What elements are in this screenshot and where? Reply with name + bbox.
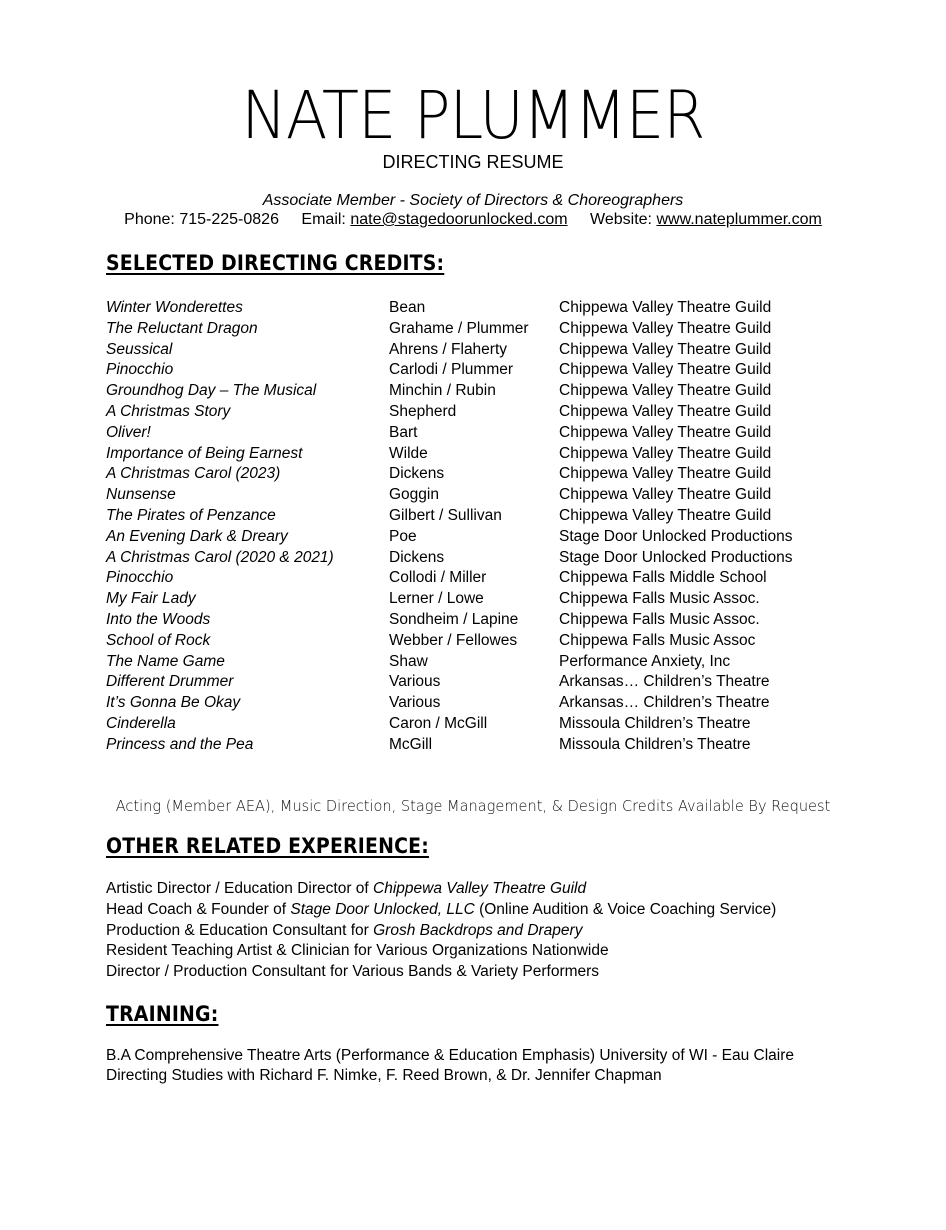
credit-row xyxy=(106,735,826,756)
credit-row xyxy=(106,548,826,569)
credit-company: Arkansas… Children’s Theatre xyxy=(559,694,770,712)
experience-detail: (Online Audition & Voice Coaching Service) xyxy=(474,900,777,918)
credit-author: Minchin / Rubin xyxy=(389,382,496,400)
credit-title: Nunsense xyxy=(106,486,176,504)
credit-title: Princess and the Pea xyxy=(106,735,254,753)
training-list xyxy=(106,1046,866,1085)
credit-row xyxy=(106,693,826,714)
credit-author: Dickens xyxy=(389,548,445,566)
credit-company: Chippewa Valley Theatre Guild xyxy=(559,319,772,337)
credit-company: Stage Door Unlocked Productions xyxy=(559,527,793,545)
credit-author: Shepherd xyxy=(389,402,457,420)
experience-organization: Stage Door Unlocked, LLC xyxy=(290,900,475,918)
contact-line xyxy=(0,210,946,230)
experience-text: Head Coach & Founder of xyxy=(106,900,291,918)
credit-title: Into the Woods xyxy=(106,610,211,628)
credit-row xyxy=(106,589,826,610)
credit-row xyxy=(106,319,826,340)
credit-author: Goggin xyxy=(389,486,439,504)
experience-heading: OTHER RELATED EXPERIENCE: xyxy=(106,834,429,858)
credit-row xyxy=(106,527,826,548)
credit-row xyxy=(106,652,826,673)
experience-organization: Chippewa Valley Theatre Guild xyxy=(373,880,587,897)
experience-item xyxy=(106,921,866,942)
credit-company: Chippewa Valley Theatre Guild xyxy=(559,299,772,316)
credits-table xyxy=(106,298,826,756)
website-label: Website: xyxy=(590,211,652,228)
experience-item xyxy=(106,962,866,983)
email-label: Email: xyxy=(301,211,346,228)
credit-author: Collodi / Miller xyxy=(389,569,487,587)
credit-title: A Christmas Story xyxy=(106,402,231,420)
credit-company: Performance Anxiety, Inc xyxy=(559,652,731,670)
credit-author: Poe xyxy=(389,527,417,545)
credit-company: Stage Door Unlocked Productions xyxy=(559,548,793,566)
association-line: Associate Member - Society of Directors & Choreographers xyxy=(262,192,684,209)
credit-row xyxy=(106,298,826,319)
experience-text: Resident Teaching Artist & Clinician for Various Organizations Nationwide xyxy=(106,942,609,960)
credit-title: Winter Wonderettes xyxy=(106,299,243,316)
credit-title: Seussical xyxy=(106,340,173,358)
credit-author: Various xyxy=(389,673,441,691)
credit-author: McGill xyxy=(389,735,433,753)
credit-row xyxy=(106,360,826,381)
credit-row xyxy=(106,464,826,485)
credit-author: Dickens xyxy=(389,465,445,483)
credit-title: Groundhog Day – The Musical xyxy=(106,382,317,400)
credit-title: A Christmas Carol (2023) xyxy=(106,465,281,483)
credit-row xyxy=(106,485,826,506)
resume-subtitle: DIRECTING RESUME xyxy=(382,152,564,172)
credit-author: Carlodi / Plummer xyxy=(389,361,514,379)
credit-row xyxy=(106,381,826,402)
credit-title: The Pirates of Penzance xyxy=(106,506,276,524)
credit-author: Bean xyxy=(389,299,426,316)
credit-row xyxy=(106,568,826,589)
credit-title: Cinderella xyxy=(106,714,176,732)
credit-row xyxy=(106,610,826,631)
experience-item xyxy=(106,941,866,962)
credit-company: Chippewa Valley Theatre Guild xyxy=(559,382,772,400)
email-link[interactable]: nate@stagedoorunlocked.com xyxy=(350,211,568,228)
experience-list xyxy=(106,879,866,983)
credit-title: The Name Game xyxy=(106,652,225,670)
credit-author: Sondheim / Lapine xyxy=(389,610,519,628)
credit-company: Chippewa Falls Middle School xyxy=(559,569,767,587)
credit-company: Chippewa Falls Music Assoc. xyxy=(559,590,760,608)
credit-row xyxy=(106,340,826,361)
credit-company: Chippewa Valley Theatre Guild xyxy=(559,402,772,420)
credit-row xyxy=(106,714,826,735)
training-item: B.A Comprehensive Theatre Arts (Performance & Education Emphasis) University of WI - Eau Claire xyxy=(106,1047,795,1064)
credit-title: A Christmas Carol (2020 & 2021) xyxy=(106,548,334,566)
credit-title: Pinocchio xyxy=(106,361,174,379)
experience-item xyxy=(106,900,866,921)
credit-title: School of Rock xyxy=(106,631,211,649)
credit-company: Chippewa Valley Theatre Guild xyxy=(559,361,772,379)
credit-title: Different Drummer xyxy=(106,673,234,691)
experience-text: Production & Education Consultant for xyxy=(106,921,374,939)
credit-author: Ahrens / Flaherty xyxy=(389,340,508,358)
credit-row xyxy=(106,444,826,465)
credit-title: An Evening Dark & Dreary xyxy=(106,527,288,545)
credit-title: It’s Gonna Be Okay xyxy=(106,694,241,712)
experience-organization: Grosh Backdrops and Drapery xyxy=(373,921,583,939)
credit-row xyxy=(106,402,826,423)
credit-title: My Fair Lady xyxy=(106,590,196,608)
credit-author: Lerner / Lowe xyxy=(389,590,484,608)
credit-author: Shaw xyxy=(389,652,428,670)
credit-company: Chippewa Valley Theatre Guild xyxy=(559,486,772,504)
credit-author: Caron / McGill xyxy=(389,714,488,732)
credit-author: Gilbert / Sullivan xyxy=(389,506,502,524)
credit-row xyxy=(106,631,826,652)
credit-title: Oliver! xyxy=(106,423,151,441)
training-heading: TRAINING: xyxy=(106,1002,219,1026)
credit-title: Importance of Being Earnest xyxy=(106,444,303,462)
credit-author: Bart xyxy=(389,423,418,441)
credit-company: Chippewa Valley Theatre Guild xyxy=(559,444,772,462)
credit-row xyxy=(106,672,826,693)
resume-name: NATE PLUMMER xyxy=(241,77,705,154)
credit-company: Arkansas… Children’s Theatre xyxy=(559,673,770,691)
credit-company: Chippewa Valley Theatre Guild xyxy=(559,506,772,524)
credit-company: Missoula Children’s Theatre xyxy=(559,735,751,753)
experience-text: Artistic Director / Education Director of xyxy=(106,880,374,897)
credits-heading: SELECTED DIRECTING CREDITS: xyxy=(106,251,445,275)
credit-company: Chippewa Valley Theatre Guild xyxy=(559,423,772,441)
credit-author: Webber / Fellowes xyxy=(389,631,518,649)
credit-company: Chippewa Falls Music Assoc. xyxy=(559,610,760,628)
credit-title: The Reluctant Dragon xyxy=(106,319,258,337)
credit-company: Chippewa Falls Music Assoc xyxy=(559,631,756,649)
training-item: Directing Studies with Richard F. Nimke, F. Reed Brown, & Dr. Jennifer Chapman xyxy=(106,1066,662,1084)
credit-company: Chippewa Valley Theatre Guild xyxy=(559,340,772,358)
credits-note: Acting (Member AEA), Music Direction, Stage Management, & Design Credits Available By Request xyxy=(115,797,831,815)
credit-title: Pinocchio xyxy=(106,569,174,587)
credit-company: Missoula Children’s Theatre xyxy=(559,714,751,732)
credit-company: Chippewa Valley Theatre Guild xyxy=(559,465,772,483)
credit-author: Grahame / Plummer xyxy=(389,319,529,337)
experience-item xyxy=(106,879,866,900)
credit-author: Various xyxy=(389,694,441,712)
website-link[interactable]: www.nateplummer.com xyxy=(656,211,822,228)
experience-text: Director / Production Consultant for Various Bands & Variety Performers xyxy=(106,963,600,981)
credit-row xyxy=(106,506,826,527)
phone-number: 715-225-0826 xyxy=(179,211,279,228)
credit-row xyxy=(106,423,826,444)
phone-label: Phone: xyxy=(124,211,175,228)
credit-author: Wilde xyxy=(389,444,428,462)
